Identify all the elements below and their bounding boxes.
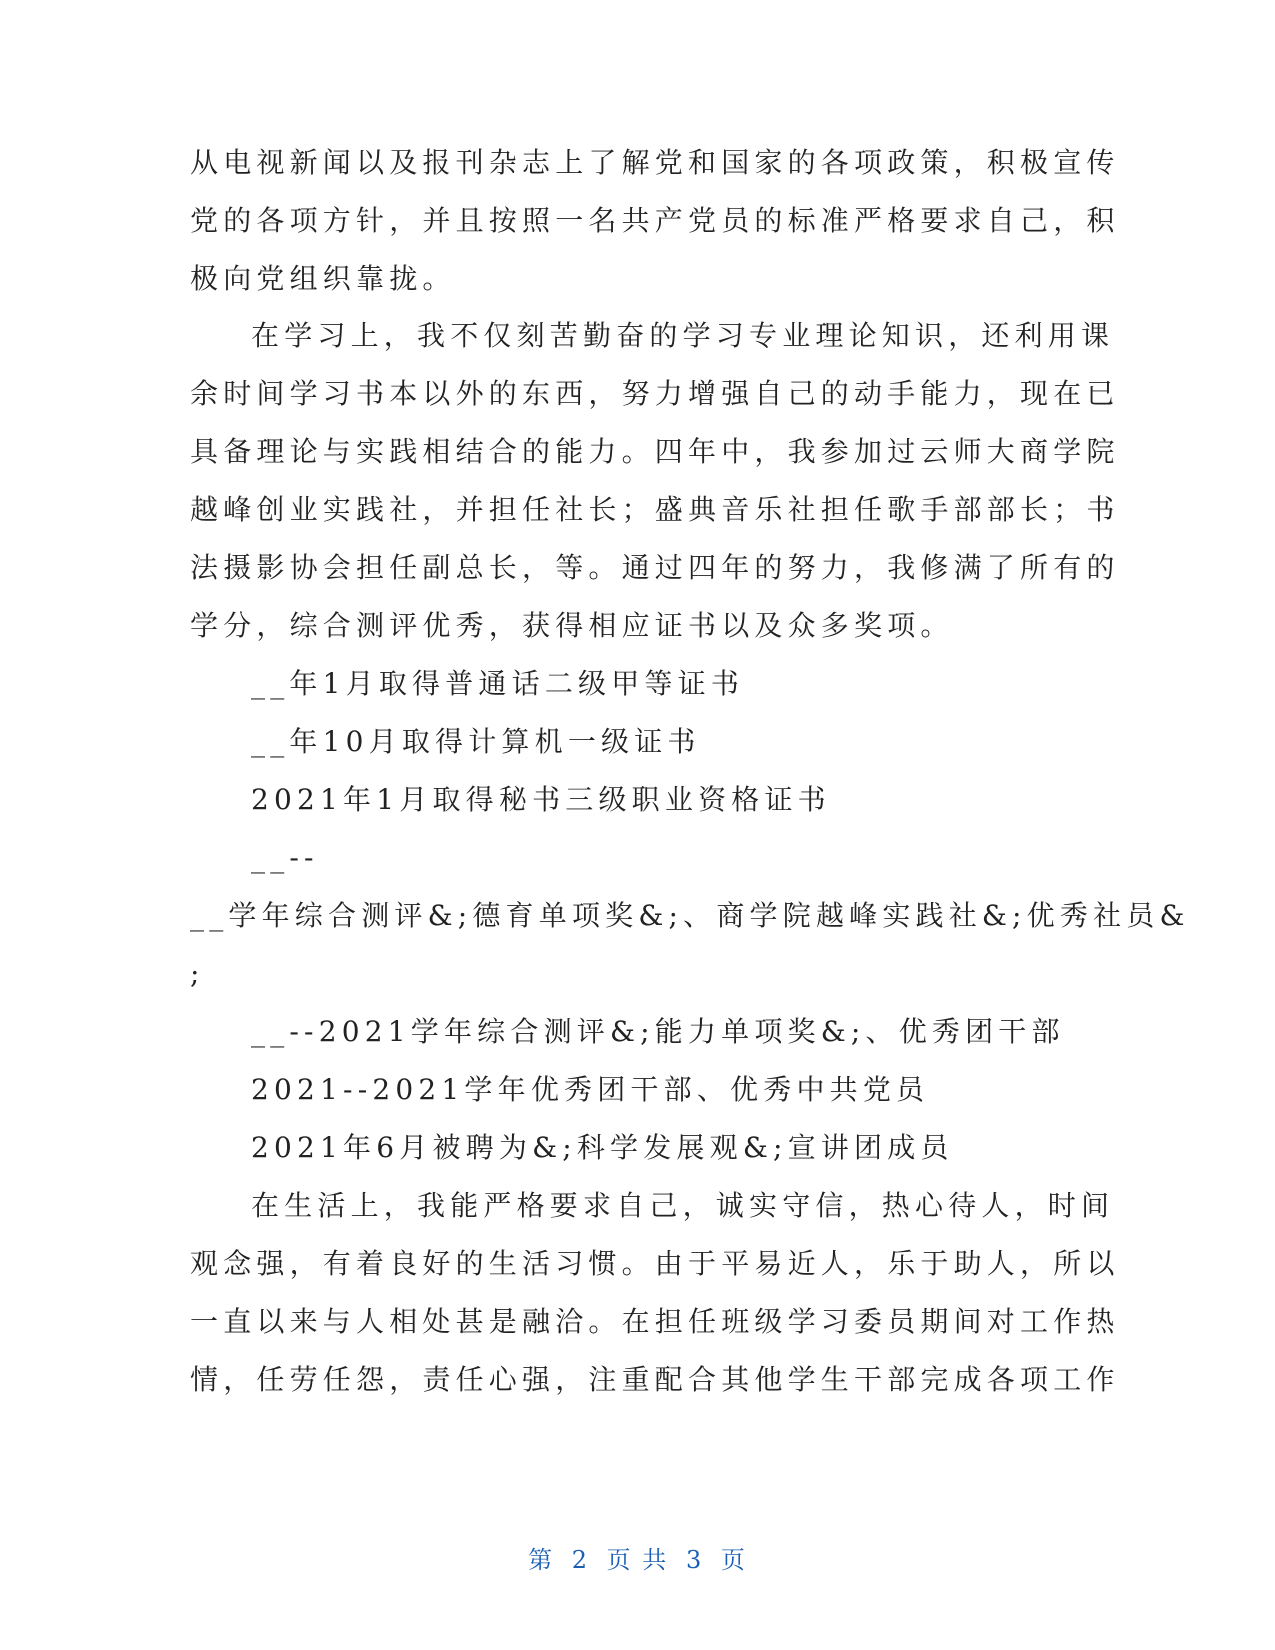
text-line: 在学习上，我不仅刻苦勤奋的学习专业理论知识，还利用课 <box>251 319 1115 352</box>
text-line: 余时间学习书本以外的东西，努力增强自己的动手能力，现在已 <box>190 377 1120 410</box>
text-line: 具备理论与实践相结合的能力。四年中，我参加过云师大商学院 <box>190 435 1120 468</box>
text-line: __学年综合测评&;德育单项奖&;、商学院越峰实践社&;优秀社员& <box>190 899 1190 932</box>
text-line: 一直以来与人相处甚是融洽。在担任班级学习委员期间对工作热 <box>190 1305 1120 1338</box>
footer-prefix: 第 <box>528 1546 555 1574</box>
text-line: 观念强，有着良好的生活习惯。由于平易近人，乐于助人，所以 <box>190 1247 1120 1280</box>
text-line: 从电视新闻以及报刊杂志上了解党和国家的各项政策，积极宣传 <box>190 146 1120 179</box>
text-line: 在生活上，我能严格要求自己，诚实守信，热心待人，时间 <box>251 1189 1115 1222</box>
text-line: 法摄影协会担任副总长，等。通过四年的努力，我修满了所有的 <box>190 551 1120 584</box>
text-line: 2021年6月被聘为&;科学发展观&;宣讲团成员 <box>251 1131 954 1164</box>
footer-total-pages: 3 <box>685 1546 704 1574</box>
text-line: __年1月取得普通话二级甲等证书 <box>251 667 745 700</box>
text-line: __-- <box>251 841 319 874</box>
text-line: __年10月取得计算机一级证书 <box>251 725 701 758</box>
footer-middle: 页 共 <box>606 1546 669 1574</box>
text-line: 极向党组织靠拢。 <box>190 262 456 295</box>
text-line: 党的各项方针，并且按照一名共产党员的标准严格要求自己，积 <box>190 204 1120 237</box>
text-line: 2021年1月取得秘书三级职业资格证书 <box>251 783 831 816</box>
footer-suffix: 页 <box>720 1546 747 1574</box>
text-line: 2021--2021学年优秀团干部、优秀中共党员 <box>251 1073 930 1106</box>
page-footer <box>0 1545 1275 1575</box>
text-line: __--2021学年综合测评&;能力单项奖&;、优秀团干部 <box>251 1015 1065 1048</box>
text-line: 情，任劳任怨，责任心强，注重配合其他学生干部完成各项工作 <box>190 1363 1120 1396</box>
text-line: 越峰创业实践社，并担任社长；盛典音乐社担任歌手部部长；书 <box>190 493 1120 526</box>
text-line: 学分，综合测评优秀，获得相应证书以及众多奖项。 <box>190 609 954 642</box>
text-line: ; <box>190 957 205 990</box>
footer-page-number: 2 <box>571 1546 590 1574</box>
